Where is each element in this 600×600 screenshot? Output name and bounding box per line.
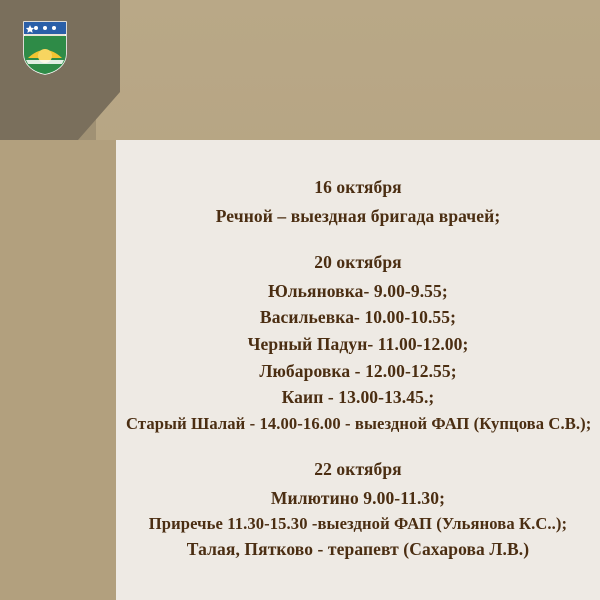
schedule-document [116, 140, 600, 573]
schedule-date: 22 октября [314, 458, 402, 479]
content-panel [116, 140, 600, 600]
schedule-line: Васильевка- 10.00-10.55; [259, 307, 457, 328]
schedule-block [126, 174, 590, 229]
schedule-line: Милютино 9.00-11.30; [270, 487, 446, 508]
schedule-block [126, 249, 590, 436]
schedule-line: Черный Падун- 11.00-12.00; [247, 333, 469, 354]
schedule-line: Приречье 11.30-15.30 -выездной ФАП (Ульянова К.С..); [148, 514, 568, 534]
schedule-date: 16 октября [314, 177, 402, 197]
schedule-line: Талая, Пятково - терапевт (Сахарова Л.В.) [186, 539, 530, 560]
schedule-line: Любаровка - 12.00-12.55; [259, 360, 457, 381]
schedule-date: 20 октября [314, 252, 402, 273]
schedule-line: Юльяновка- 9.00-9.55; [268, 280, 448, 301]
schedule-block [126, 456, 590, 563]
schedule-line: Речной – выездная бригада врачей; [215, 205, 501, 226]
coat-of-arms-icon [22, 20, 68, 76]
schedule-line: Старый Шалай - 14.00-16.00 - выездной ФАП (Купцова С.В.); [126, 413, 592, 433]
left-side-band [0, 140, 116, 600]
schedule-line: Каип - 13.00-13.45.; [281, 387, 435, 408]
